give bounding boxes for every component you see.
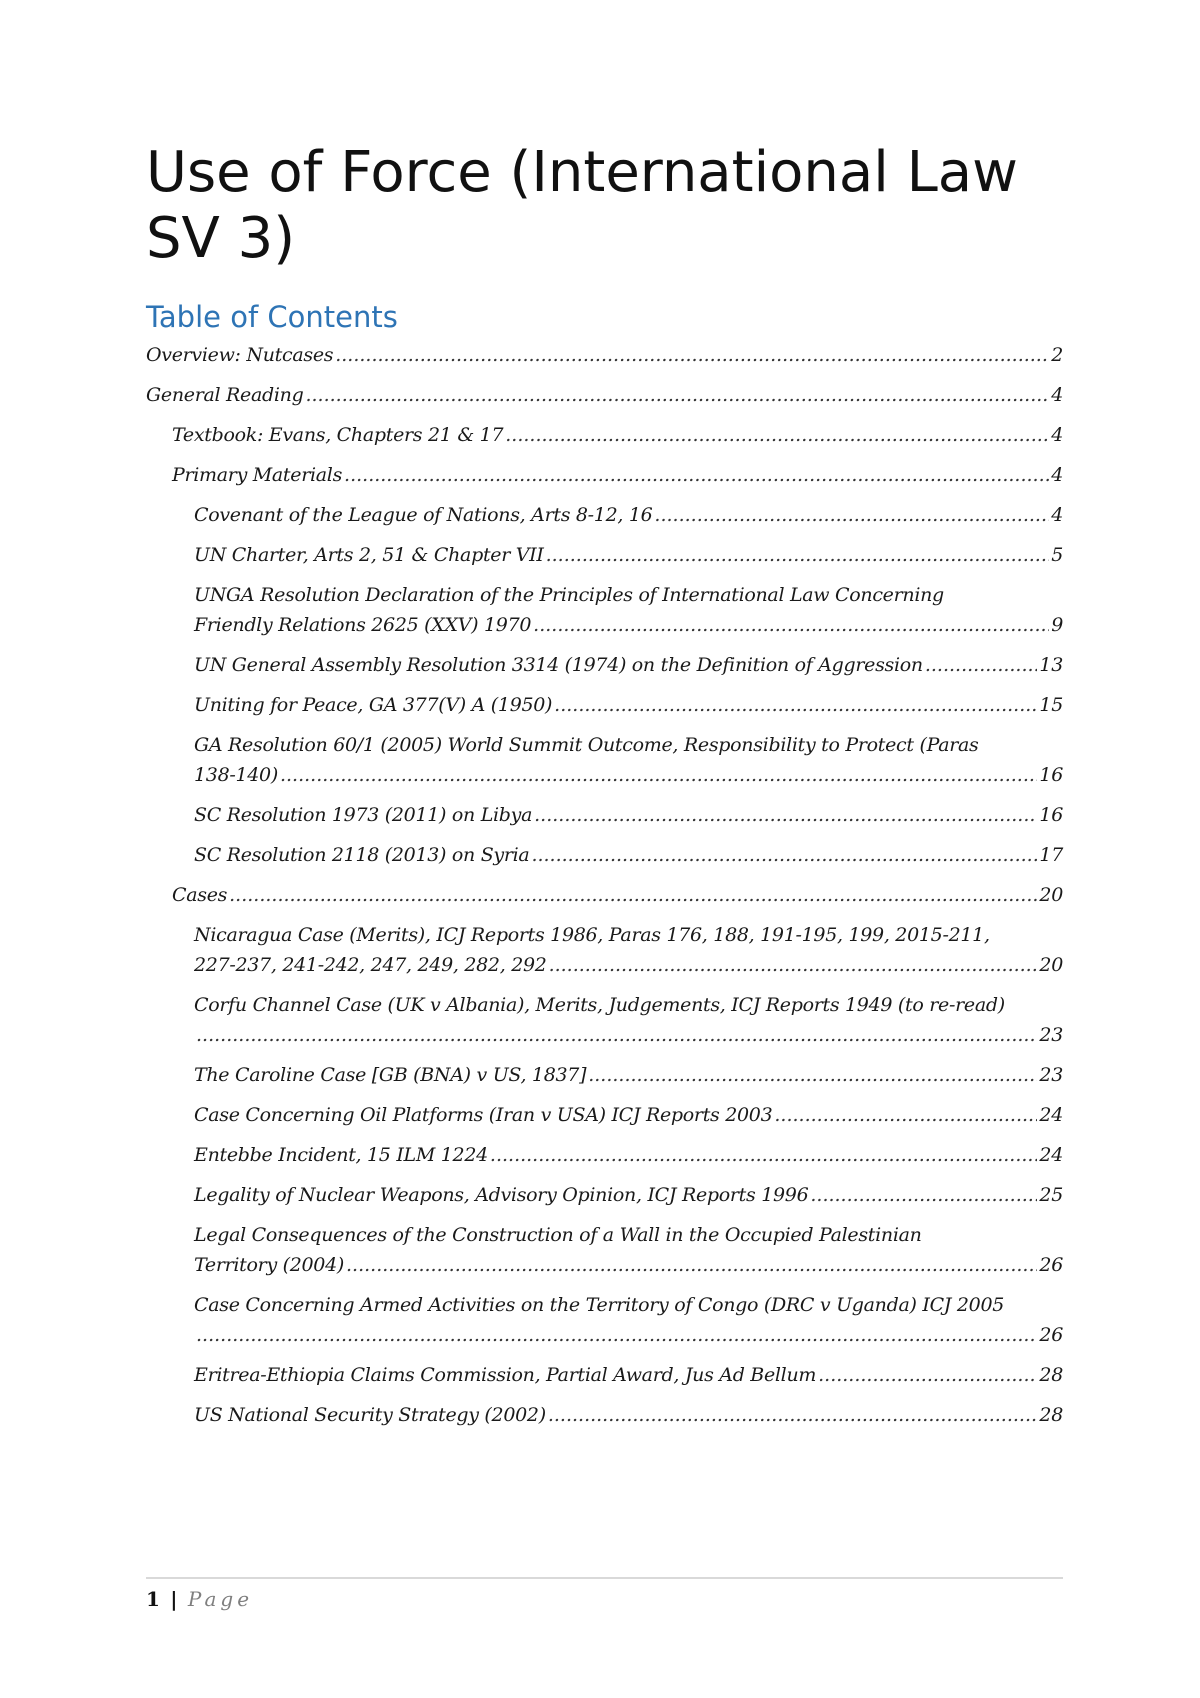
toc-dot-leader bbox=[196, 1320, 1037, 1350]
toc-dot-leader bbox=[229, 880, 1037, 910]
toc-dot-leader bbox=[554, 690, 1037, 720]
toc-page-number: 25 bbox=[1039, 1184, 1063, 1206]
toc-entry-text: General Reading bbox=[146, 384, 304, 406]
toc-entry[interactable] bbox=[194, 540, 1063, 570]
toc-entry[interactable] bbox=[194, 650, 1063, 680]
toc-page-number: 26 bbox=[1039, 1324, 1063, 1346]
toc-page-number: 24 bbox=[1039, 1104, 1063, 1126]
toc-page-number: 13 bbox=[1039, 654, 1063, 676]
toc-entry[interactable] bbox=[194, 580, 1063, 640]
toc-page-number: 4 bbox=[1051, 424, 1063, 446]
toc-dot-leader bbox=[346, 1250, 1037, 1280]
toc-entry-text: Legality of Nuclear Weapons, Advisory Opinion, ICJ Reports 1996 bbox=[194, 1184, 809, 1206]
toc-entry-text: Cases bbox=[172, 884, 228, 906]
toc-entry[interactable] bbox=[194, 1400, 1063, 1430]
toc-dot-leader bbox=[533, 610, 1049, 640]
toc-dot-leader bbox=[818, 1360, 1037, 1390]
toc-page-number: 24 bbox=[1039, 1144, 1063, 1166]
toc-dot-leader bbox=[810, 1180, 1037, 1210]
toc-dot-leader bbox=[280, 760, 1037, 790]
toc-entry[interactable] bbox=[194, 730, 1063, 790]
toc-entry[interactable] bbox=[172, 880, 1063, 910]
toc-entry-text: GA Resolution 60/1 (2005) World Summit Outcome, Responsibility to Protect (Paras bbox=[194, 734, 979, 756]
toc-page-number: 23 bbox=[1039, 1024, 1063, 1046]
toc-page-number: 15 bbox=[1039, 694, 1063, 716]
toc-entry-text: Territory (2004) bbox=[194, 1254, 344, 1276]
toc-entry-text: UN General Assembly Resolution 3314 (1974) on the Definition of Aggression bbox=[194, 654, 923, 676]
toc-heading: Table of Contents bbox=[146, 300, 398, 334]
toc-entry[interactable] bbox=[194, 500, 1063, 530]
toc-page-number: 16 bbox=[1039, 804, 1063, 826]
toc-entry[interactable] bbox=[194, 1360, 1063, 1390]
toc-dot-leader bbox=[196, 1020, 1037, 1050]
toc-dot-leader bbox=[654, 500, 1049, 530]
footer-separator: | bbox=[170, 1587, 178, 1611]
toc-entry[interactable] bbox=[194, 1180, 1063, 1210]
toc-entry[interactable] bbox=[194, 800, 1063, 830]
toc-entry-text: Case Concerning Oil Platforms (Iran v USA) ICJ Reports 2003 bbox=[194, 1104, 773, 1126]
toc-page-number: 5 bbox=[1051, 544, 1063, 566]
toc-entry[interactable] bbox=[172, 420, 1063, 450]
toc-entry-text: Friendly Relations 2625 (XXV) 1970 bbox=[194, 614, 532, 636]
toc-entry-text: The Caroline Case [GB (BNA) v US, 1837] bbox=[194, 1064, 587, 1086]
footer-page-number: 1 bbox=[146, 1587, 160, 1611]
toc-entry-text: Textbook: Evans, Chapters 21 & 17 bbox=[172, 424, 504, 446]
toc-dot-leader bbox=[549, 950, 1038, 980]
toc-entry-text: US National Security Strategy (2002) bbox=[194, 1404, 546, 1426]
toc-entry-text: 138-140) bbox=[194, 764, 278, 786]
toc-entry-text: SC Resolution 1973 (2011) on Libya bbox=[194, 804, 533, 826]
toc-entry[interactable] bbox=[194, 1060, 1063, 1090]
toc-entry[interactable] bbox=[194, 690, 1063, 720]
toc-dot-leader bbox=[305, 380, 1049, 410]
toc-dot-leader bbox=[335, 340, 1049, 370]
toc-entry-text: Entebbe Incident, 15 ILM 1224 bbox=[194, 1144, 488, 1166]
toc-entry[interactable] bbox=[146, 380, 1063, 410]
toc-entry-text: Case Concerning Armed Activities on the Territory of Congo (DRC v Uganda) ICJ 2005 bbox=[194, 1294, 1005, 1316]
toc-dot-leader bbox=[548, 1400, 1038, 1430]
toc-dot-leader bbox=[490, 1140, 1038, 1170]
document-title: Use of Force (International Law SV 3) bbox=[146, 140, 1018, 271]
toc-dot-leader bbox=[505, 420, 1049, 450]
toc-entry[interactable] bbox=[194, 840, 1063, 870]
toc-page-number: 28 bbox=[1039, 1364, 1063, 1386]
toc-entry[interactable] bbox=[194, 1220, 1063, 1280]
toc-entry-text: Uniting for Peace, GA 377(V) A (1950) bbox=[194, 694, 553, 716]
toc-entry[interactable] bbox=[194, 920, 1063, 980]
toc-page-number: 23 bbox=[1039, 1064, 1063, 1086]
toc-dot-leader bbox=[534, 800, 1037, 830]
toc-dot-leader bbox=[925, 650, 1038, 680]
toc-page-number: 4 bbox=[1051, 384, 1063, 406]
toc-dot-leader bbox=[588, 1060, 1037, 1090]
toc-entry-text: Overview: Nutcases bbox=[146, 344, 334, 366]
page-footer bbox=[146, 1585, 253, 1613]
toc-entry-text: Legal Consequences of the Construction of a Wall in the Occupied Palestinian bbox=[194, 1224, 922, 1246]
toc-entry[interactable] bbox=[146, 340, 1063, 370]
toc-page-number: 4 bbox=[1051, 464, 1063, 486]
toc-entry-text: Primary Materials bbox=[172, 464, 343, 486]
toc-entry[interactable] bbox=[194, 1140, 1063, 1170]
footer-divider bbox=[146, 1577, 1063, 1579]
toc-page-number: 28 bbox=[1039, 1404, 1063, 1426]
toc-dot-leader bbox=[531, 840, 1037, 870]
toc-page-number: 2 bbox=[1051, 344, 1063, 366]
toc-entry-text: UNGA Resolution Declaration of the Principles of International Law Concerning bbox=[194, 584, 944, 606]
toc-entry[interactable] bbox=[194, 1100, 1063, 1130]
toc-entry-text: 227-237, 241-242, 247, 249, 282, 292 bbox=[194, 954, 547, 976]
toc-page-number: 4 bbox=[1051, 504, 1063, 526]
toc-dot-leader bbox=[344, 460, 1049, 490]
toc-entry[interactable] bbox=[194, 990, 1063, 1050]
toc-entry-text: SC Resolution 2118 (2013) on Syria bbox=[194, 844, 530, 866]
toc-dot-leader bbox=[546, 540, 1050, 570]
toc-page-number: 16 bbox=[1039, 764, 1063, 786]
toc-page-number: 9 bbox=[1051, 614, 1063, 636]
toc-entry-text: Nicaragua Case (Merits), ICJ Reports 1986, Paras 176, 188, 191-195, 199, 2015-211, bbox=[194, 924, 990, 946]
toc-page-number: 20 bbox=[1039, 954, 1063, 976]
toc-entry[interactable] bbox=[172, 460, 1063, 490]
footer-page-label: Page bbox=[187, 1587, 254, 1611]
toc-entry-text: UN Charter, Arts 2, 51 & Chapter VII bbox=[194, 544, 544, 566]
toc-page-number: 20 bbox=[1039, 884, 1063, 906]
toc-dot-leader bbox=[774, 1100, 1037, 1130]
toc-entry-text: Covenant of the League of Nations, Arts 8-12, 16 bbox=[194, 504, 653, 526]
toc-page-number: 26 bbox=[1039, 1254, 1063, 1276]
toc-entry-text: Eritrea-Ethiopia Claims Commission, Partial Award, Jus Ad Bellum bbox=[194, 1364, 817, 1386]
toc-entry-text: Corfu Channel Case (UK v Albania), Merits, Judgements, ICJ Reports 1949 (to re-read) bbox=[194, 994, 1005, 1016]
toc-page-number: 17 bbox=[1039, 844, 1063, 866]
toc-entry[interactable] bbox=[194, 1290, 1063, 1350]
